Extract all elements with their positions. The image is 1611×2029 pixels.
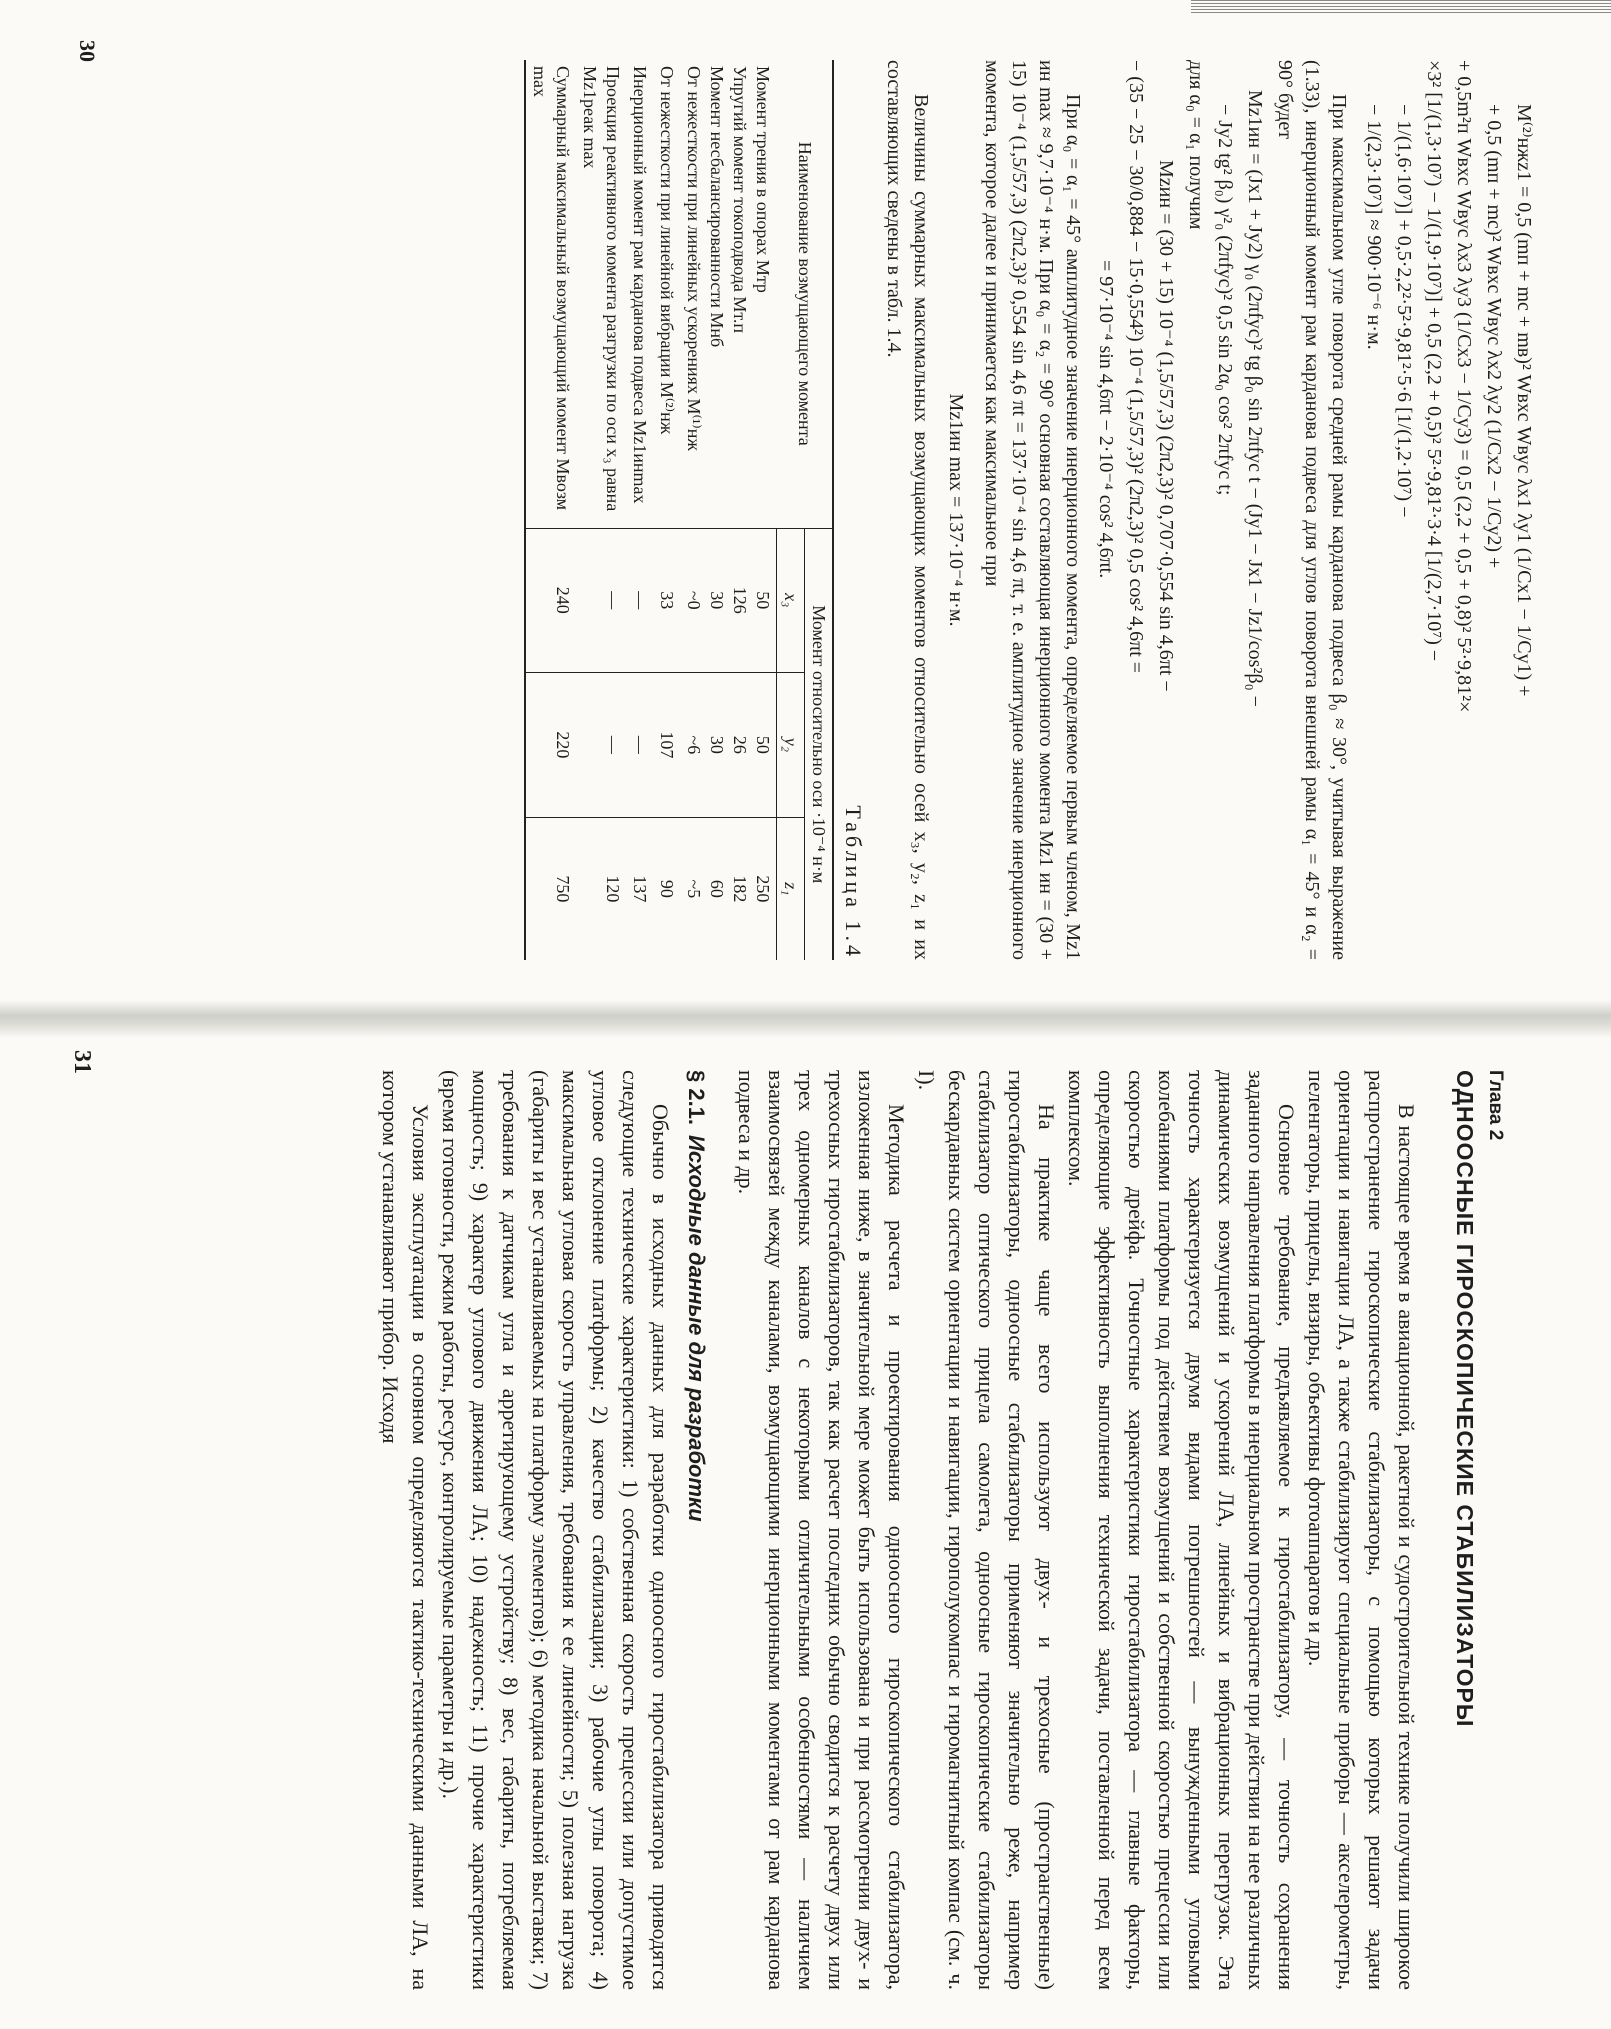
paragraph: Обычно в исходных данных для разработки одноосного гиростабилизатора приводятся следующие технические характеристики: 1) собственная скорость прецессии или допустимое угловое отклонение платформы; 2) качество стабилизации; 3) рабочие углы поворота; 4) максимальная угловая скорость управления, требования к ее линейности; 5) полезная нагрузка (габариты и вес устанавливаемых на платформу элементов); 6) методика начальной выставки; 7) требования к датчикам угла и арретирующему устройству; 8) вес, габариты, потребляемая мощность; 9) характер углового движения ЛА; 10) надежность; 11) прочие характеристики (время готовности, режим работы, ресурс, контролируемые параметры и др.). — [438, 1070, 673, 1990]
paragraph: При α₀ = α₁ = 45° амплитудное значение инерционного момента, определяемое первым членом, Mz1 ин max ≈ 9,7·10⁻⁴ н·м. При α₀ = α₂ = 90° основная составляющая инерционного момента Mz1 ин = (30 + 15) 10⁻⁴ (1,5/57,3) (2π2,3)² 0,554 sin 4,6 πt = 137·10⁻⁴ sin 4,6 πt, т. е. амплитудное значение инерционного момента, которое далее и принимается как максимальное при — [981, 60, 1084, 960]
formula-result-final: = 97·10⁻⁴ sin 4,6πt − 2·10⁻⁴ cos² 4,6πt. — [1095, 260, 1117, 579]
paragraph: На практике чаще всего используют двух- и трехосные (пространственные) гиростабилизаторы, одноосные стабилизаторы применяют значительно реже, например стабилизатор оптического прицела самолета, одноосные гироскопические стабилизаторы бескардавных систем ориентации и навигации, гирополукомпас и гиромагнитный компас (см. ч. I). — [914, 1070, 1059, 1990]
table-cell-value: — — [576, 673, 626, 818]
table-cell-label: Проекция реактивного момента разгрузки по оси x₃ равна Mz1реак max — [576, 60, 626, 528]
paragraph: При максимальном угле поворота средней рамы карданова подвеса β₀ ≈ 30°, учитывая выражение (1.33), инерционный момент рам карданова подвеса для углов поворота внешней рамы α₁ = 45° и α₂ = 90° будет — [1274, 60, 1350, 960]
table-cell-value: 107 — [653, 673, 680, 818]
formula-max-moment: Mz1ин max = 137·10⁻⁴ н·м. — [945, 393, 967, 627]
section-heading — [683, 1070, 709, 1990]
table-cell-value: 50 126 30 ~0 — [680, 528, 777, 673]
table-cell-label: Суммарный максимальный возмущающий момент Mвозм max — [525, 60, 576, 528]
table-cell-value: 50 26 30 ~6 — [680, 673, 777, 818]
table-row — [680, 60, 777, 960]
table-cell-value: — — [626, 528, 653, 673]
table-cell-value: — — [576, 528, 626, 673]
table-title: Таблица 1.4 — [841, 805, 866, 960]
formula-line: − 1/(1,6·10⁷)] + 0,5·2,2²·5²·9,81²·5·6 [1/(1,2·10⁷) − — [1393, 104, 1415, 518]
table-header-col: x₃ — [777, 528, 805, 673]
formula-line: ×3² [1/(1,3·10⁷) − 1/(1,9·10⁷)] + 0,5 (2,2 + 0,5)² 5²·9,81²·3·4 [1/(2,7·10⁷) − — [1423, 60, 1445, 662]
paragraph: для α₀ = α₁ получим — [1185, 60, 1207, 230]
table-row — [653, 60, 680, 960]
table-cell-value: 250 182 60 ~5 — [680, 817, 777, 960]
table-row — [626, 60, 653, 960]
formula-result-cont: − (35 − 25 − 30/0,884 − 15·0,554²) 10⁻⁴ (1,5/57,3)² (2π2,3)² 0,5 cos² 4,6πt = — [1125, 60, 1147, 674]
disturbance-moments-table — [524, 60, 834, 960]
book-spine-fold — [0, 1000, 1611, 1038]
table-cell-label: Инерционный момент рам карданова подвеса Mz1инmax — [626, 60, 653, 528]
table-header-group: Момент относительно оси ·10⁻⁴ н·м — [805, 528, 834, 960]
page-30 — [20, 40, 1540, 980]
table-cell-value: 240 — [525, 528, 576, 673]
formula-line: − 1/(2,3·10⁷)] ≈ 900·10⁻⁶ н·м. — [1363, 104, 1385, 350]
page-number: 31 — [69, 1050, 95, 1074]
table-header-col: y₂ — [777, 673, 805, 818]
paragraph: Основное требование, предъявляемое к гиростабилизатору, — точность сохранения заданного направления платформы в инерциальном пространстве при действии на нее различных динамических возмущений и ускорений ЛА, линейных и вибрационных перегрузок. Эта точность характеризуется двумя видами погрешностей — вынужденными угловыми колебаниями платформы под действием возмущений и собственной скоростью прецессии или скоростью дрейфа. Точностные характеристики гиростабилизатора — главные факторы, определяющие эффективность выполнения технической задачи, поставленной перед всем комплексом. — [1064, 1070, 1299, 1990]
paragraph: Методика расчета и проектирования одноосного гироскопического стабилизатора, изложенная ниже, в значительной мере может быть использована и при рассмотрении двух- и трехосных гиростабилизаторов, так как расчет последних обычно сводится к расчету двух или трех одномерных каналов с некоторыми отличительными особенностями — наличием взаимосвязей между каналами, возмущающими инерционными моментами от рам карданова подвеса и др. — [734, 1070, 909, 1990]
page-corner-edge — [1191, 0, 1611, 14]
page-31 — [30, 1050, 1530, 2010]
table-cell-value: 90 — [653, 817, 680, 960]
paragraph: Условия эксплуатации в основном определяются тактико-техническими данными ЛА, на котором устанавливают прибор. Исходя — [378, 1070, 433, 1990]
table-row — [576, 60, 626, 960]
table-cell-value: 750 — [525, 817, 576, 960]
table-header-col: z₁ — [777, 817, 805, 960]
paragraph: В настоящее время в авиационной, ракетной и судостроительной технике получили широкое распространение гироскопические стабилизаторы, с помощью которых решают задачи ориентации и навигации ЛА, а также стабилизируют специальные приборы — акселерометры, пеленгаторы, прицелы, визиры, объективы фотоаппаратов и др. — [1304, 1070, 1419, 1990]
formula-line: M⁽²⁾нжz1 = 0,5 (mп + mс + mв)² Wвxc Wвyc λx1 λy1 (1/Cx1 − 1/Cy1) + — [1513, 104, 1535, 697]
formula-inertia: Mz1ин = (Jx1 + Jy2) γ₀ (2πfус)² tg β₀ sin 2πfус t − (Jу1 − Jx1 − Jz1/cos²β₀ − — [1244, 90, 1266, 707]
table-cell-value: 120 — [576, 817, 626, 960]
page-number: 30 — [75, 40, 100, 62]
formula-line: + 0,5 (mп + mс)² Wвxc Wвyc λx2 λy2 (1/Cx2 − 1/Cy2) + — [1483, 104, 1505, 569]
paragraph: Величины суммарных максимальных возмущающих моментов относительно осей x₃, y₂, z₁ и их составляющих сведены в табл. 1.4. — [883, 60, 932, 960]
formula-inertia-cont: − Jу2 tg² β₀) γ²₀ (2πfус)² 0,5 sin 2α₀ cos² 2πfус t; — [1214, 104, 1236, 496]
formula-result: Mzин = (30 + 15) 10⁻⁴ (1,5/57,3) (2π2,3)² 0,707·0,554 sin 4,6πt − — [1155, 160, 1177, 692]
table-cell-label: От нежесткости при линейной вибрации M⁽²⁾нж — [653, 60, 680, 528]
formula-line: + 0,5m²п Wвxc Wвyc λx3 λy3 (1/Cx3 − 1/Cy3) = 0,5 (2,2 + 0,5 + 0,8)² 5²·9,81²× — [1453, 60, 1475, 713]
table-cell-value: 220 — [525, 673, 576, 818]
table-cell-value: 33 — [653, 528, 680, 673]
table-cell-value: — — [626, 673, 653, 818]
table-cell-label: Момент трения в опорах Mтр Упругий момент токоподвода Mт.п Момент несбалансированности Mнб От нежесткости при линейных ускорениях M⁽¹⁾нж — [680, 60, 777, 528]
table-header-name: Наименование возмущающего момента — [777, 60, 834, 528]
table-cell-value: 137 — [626, 817, 653, 960]
chapter-title: ОДНООСНЫЕ ГИРОСКОПИЧЕСКИЕ СТАБИЛИЗАТОРЫ — [1452, 1070, 1478, 1728]
chapter-label: Глава 2 — [1485, 1070, 1506, 1141]
section-number: § 2.1. — [684, 1070, 709, 1126]
table-row — [525, 60, 576, 960]
section-title: Исходные данные для разработки — [684, 1135, 709, 1522]
